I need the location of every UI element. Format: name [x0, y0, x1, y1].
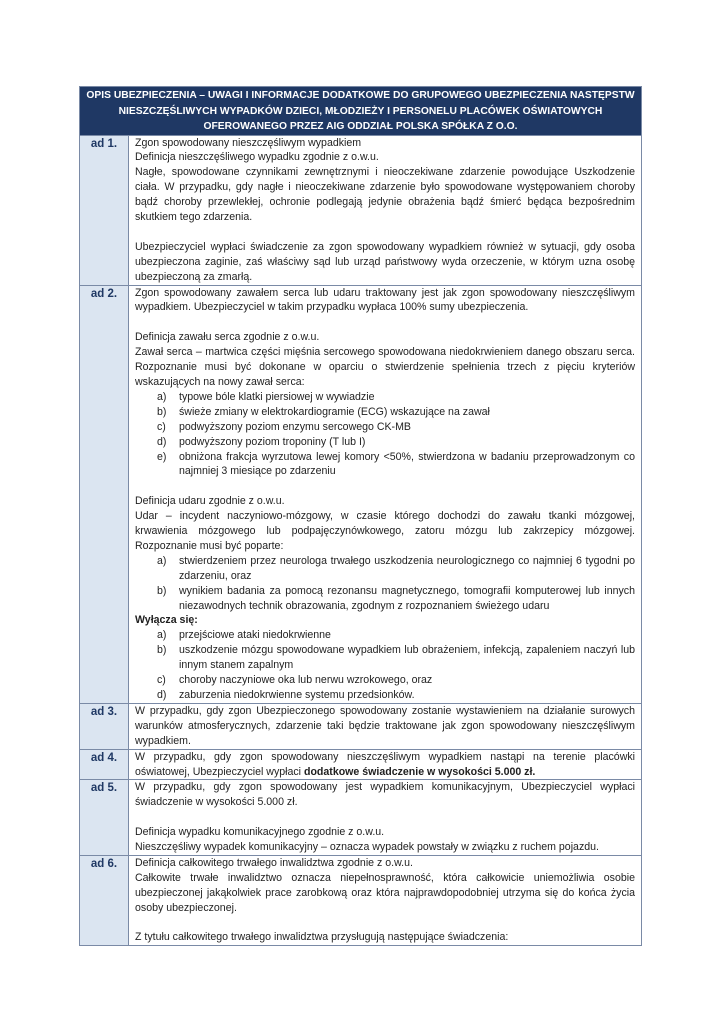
paragraph: Definicja całkowitego trwałego inwalidztwa zgodnie z o.w.u.: [135, 856, 413, 869]
list-item: b) świeże zmiany w elektrokardiogramie (ECG) wskazujące na zawał: [157, 405, 490, 418]
section-content: [129, 780, 641, 855]
paragraph: Zgon spowodowany zawałem serca lub udaru traktowany jest jak zgon spowodowany nieszczęśliwym wypadkiem. Ubezpieczyciel w takim przypadku wypłaca 100% sumy ubezpieczenia.: [135, 286, 635, 314]
paragraph: Nagłe, spowodowane czynnikami zewnętrznymi i nieoczekiwane zdarzenie powodujące Uszkodzenie ciała. W przypadku, gdy nagłe i nieoczekiwane zdarzenie było spowodowane występowaniem choroby bądź choroby przewlekłej, ochronie podlegają jedynie obrażenia bądź śmierć będąca bezpośrednim skutkiem tego zdarzenia.: [135, 166, 635, 224]
paragraph: Definicja nieszczęśliwego wypadku zgodnie z o.w.u.: [135, 151, 379, 164]
section-content: [129, 704, 641, 749]
paragraph: Nieszczęśliwy wypadek komunikacyjny – oznacza wypadek powstały w związku z ruchem pojazdu.: [135, 841, 599, 854]
section-content: [129, 286, 641, 703]
paragraph: Udar – incydent naczyniowo-mózgowy, w czasie którego dochodzi do zawału tkanki mózgowej, krwawienia mózgowego lub podpajęczynówkowego, zatoru mózgu lub zakrzepicy mózgowej. Rozpoznanie musi być poparte:: [135, 510, 635, 552]
paragraph: Definicja udaru zgodnie z o.w.u.: [135, 495, 285, 508]
header-line: OPIS UBEZPIECZENIA – UWAGI I INFORMACJE DODATKOWE DO GRUPOWEGO UBEZPIECZENIA NASTĘPSTW: [86, 90, 635, 101]
table-header: [80, 87, 641, 135]
section-content: [129, 750, 641, 780]
section-label: ad 1.: [80, 136, 129, 285]
header-line: NIESZCZĘŚLIWYCH WYPADKÓW DZIECI, MŁODZIEŻY I PERSONELU PLACÓWEK OŚWIATOWYCH: [118, 105, 603, 117]
bold-amount: dodatkowe świadczenie w wysokości 5.000 zł.: [303, 765, 536, 778]
section-ad1: [80, 135, 641, 285]
header-line: OFEROWANEGO PRZEZ AIG ODDZIAŁ POLSKA SPÓŁKA Z O.O.: [203, 121, 518, 132]
exclusions-title: Wyłącza się:: [135, 614, 198, 627]
paragraph: Z tytułu całkowitego trwałego inwalidztwa przysługują następujące świadczenia:: [135, 931, 509, 944]
paragraph: Zawał serca – martwica części mięśnia sercowego spowodowana niedokrwieniem danego obszaru serca. Rozpoznanie musi być dokonane w oparciu o stwierdzenie spełnienia trzech z pięciu kryteriów wskazujących na nowy zawał serca:: [135, 346, 635, 388]
paragraph: W przypadku, gdy zgon Ubezpieczonego spowodowany zostanie wystawieniem na działanie surowych warunków atmosferycznych, zdarzenie taki będzie traktowane jak zgon spowodowany nieszczęśliwym wypadkiem.: [135, 704, 635, 747]
section-content: [129, 136, 641, 285]
section-ad3: [80, 703, 641, 749]
list-item: c) podwyższony poziom enzymu sercowego CK-MB: [157, 420, 411, 433]
paragraph: W przypadku, gdy zgon spowodowany jest wypadkiem komunikacyjnym, Ubezpieczyciel wypłaci świadczenie w wysokości 5.000 zł.: [135, 781, 635, 809]
insurance-table: [79, 86, 642, 946]
paragraph: Definicja wypadku komunikacyjnego zgodnie z o.w.u.: [135, 826, 385, 839]
section-content: [129, 856, 641, 945]
list-item: d) zaburzenia niedokrwienne systemu przedsionków.: [157, 688, 415, 701]
section-ad6: [80, 855, 641, 945]
list-item: a) typowe bóle klatki piersiowej w wywiadzie: [157, 390, 375, 403]
section-label: ad 6.: [80, 856, 129, 945]
list-item: c) choroby naczyniowe oka lub nerwu wzrokowego, oraz: [157, 674, 433, 687]
section-label: ad 4.: [80, 750, 129, 780]
support-list: [135, 554, 635, 614]
section-label: ad 5.: [80, 780, 129, 855]
exclusions-list: [135, 628, 635, 703]
paragraph: Zgon spowodowany nieszczęśliwym wypadkiem: [135, 136, 362, 149]
list-item: e) obniżona frakcja wyrzutowa lewej komory <50%, stwierdzona w badaniu przeprowadzonym co najmniej 3 miesiące po zdarzeniu: [157, 450, 635, 478]
list-item: b) uszkodzenie mózgu spowodowane wypadkiem lub obrażeniem, infekcją, zapaleniem naczyń lub innym stanem zapalnym: [157, 644, 635, 672]
section-label: ad 2.: [80, 286, 129, 703]
paragraph: Całkowite trwałe inwalidztwo oznacza niepełnosprawność, która całkowicie uniemożliwia osobie ubezpieczonej jakąkolwiek prace zarobkową oraz która najprawdopodobniej utrzyma się do końca życia osoby ubezpieczonej.: [135, 871, 635, 914]
paragraph: Definicja zawału serca zgodnie z o.w.u.: [135, 331, 320, 344]
section-label: ad 3.: [80, 704, 129, 749]
section-ad5: [80, 779, 641, 855]
list-item: d) podwyższony poziom troponiny (T lub I): [157, 435, 366, 448]
paragraph: W przypadku, gdy zgon spowodowany nieszczęśliwym wypadkiem nastąpi na terenie placówki oświatowej, Ubezpieczyciel wypłaci dodatkowe świadczenie w wysokości 5.000 zł.: [135, 750, 635, 778]
section-ad4: [80, 749, 641, 780]
paragraph: Ubezpieczyciel wypłaci świadczenie za zgon spowodowany wypadkiem również w sytuacji, gdy osoba ubezpieczona zaginie, zaś właściwy sąd lub urząd państwowy wyda orzeczenie, w którym uzna osobę ubezpieczoną za zmarłą.: [135, 240, 635, 283]
list-item: a) stwierdzeniem przez neurologa trwałego uszkodzenia neurologicznego co najmniej 6 tygodni po zdarzeniu, oraz: [157, 554, 635, 582]
criteria-list: [135, 390, 635, 479]
list-item: b) wynikiem badania za pomocą rezonansu magnetycznego, tomografii komputerowej lub innych niezawodnych technik obrazowania, zgodnym z rozpoznaniem świeżego udaru: [157, 584, 635, 612]
list-item: a) przejściowe ataki niedokrwienne: [157, 629, 331, 642]
section-ad2: [80, 285, 641, 703]
